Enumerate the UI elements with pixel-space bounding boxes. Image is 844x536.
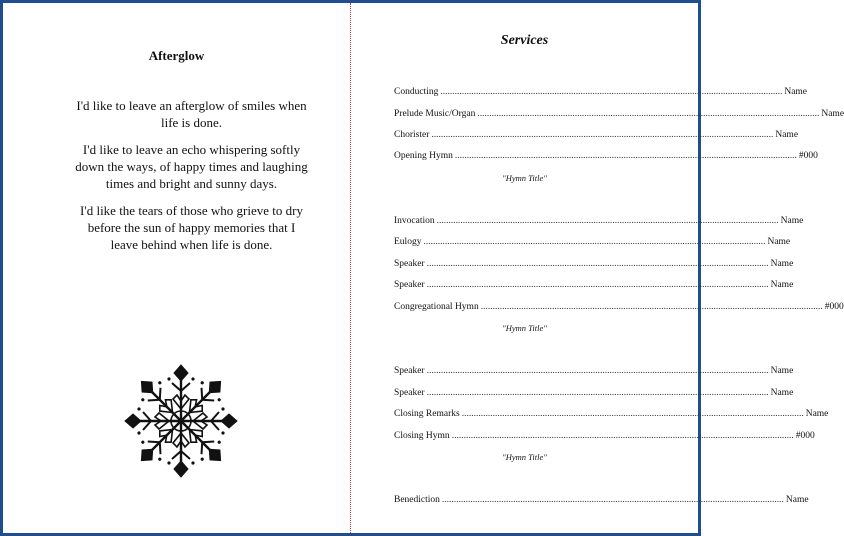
leader-dots: ................................................................................................................................................ bbox=[426, 280, 769, 290]
row-value: #000 bbox=[795, 431, 815, 441]
row-label: Speaker bbox=[394, 280, 425, 290]
row-value: Name bbox=[770, 280, 794, 290]
leader-dots: ................................................................................................................................................ bbox=[454, 151, 797, 161]
row-label: Opening Hymn bbox=[394, 151, 453, 161]
row-value: Name bbox=[770, 366, 794, 376]
leader-dots: ................................................................................................................................................ bbox=[440, 87, 783, 97]
row-value: Name bbox=[770, 388, 794, 398]
row-value: #000 bbox=[824, 302, 844, 312]
row-value: Name bbox=[767, 237, 791, 247]
poem-stanza: I'd like to leave an echo whispering softly down the ways, of happy times and laughing times and bright and sunny days. bbox=[75, 142, 308, 191]
program-row bbox=[394, 109, 844, 119]
right-page bbox=[351, 3, 844, 533]
leader-dots: ................................................................................................................................................ bbox=[480, 302, 823, 312]
row-value: Name bbox=[780, 216, 804, 226]
row-value: Name bbox=[805, 409, 829, 419]
row-label: Eulogy bbox=[394, 237, 422, 247]
row-value: Name bbox=[770, 259, 794, 269]
program-row bbox=[394, 216, 804, 226]
program-row bbox=[394, 130, 799, 140]
poem-stanza: I'd like to leave an afterglow of smiles when life is done. bbox=[76, 98, 307, 130]
poem-stanza: I'd like the tears of those who grieve to dry before the sun of happy memories that I leave behind when life is done. bbox=[80, 203, 303, 252]
row-label: Closing Hymn bbox=[394, 431, 450, 441]
leader-dots: ................................................................................................................................................ bbox=[426, 366, 769, 376]
row-label: Conducting bbox=[394, 87, 439, 97]
row-value: Name bbox=[821, 109, 844, 119]
poem-title: Afterglow bbox=[148, 48, 205, 63]
program-row bbox=[394, 302, 844, 312]
leader-dots: ................................................................................................................................................ bbox=[423, 237, 766, 247]
row-label: Speaker bbox=[394, 388, 425, 398]
program-row bbox=[394, 431, 815, 441]
row-label: Speaker bbox=[394, 259, 425, 269]
snowflake-icon bbox=[121, 361, 241, 481]
leader-dots: ................................................................................................................................................ bbox=[451, 431, 794, 441]
program-row bbox=[394, 280, 794, 290]
left-page bbox=[3, 3, 350, 533]
row-label: Invocation bbox=[394, 216, 435, 226]
hymn-title: "Hymn Title" bbox=[502, 323, 547, 333]
row-value: #000 bbox=[798, 151, 818, 161]
hymn-title: "Hymn Title" bbox=[502, 173, 547, 183]
leader-dots: ................................................................................................................................................ bbox=[436, 216, 779, 226]
leader-dots: ................................................................................................................................................ bbox=[431, 130, 774, 140]
program-row bbox=[394, 366, 794, 376]
hymn-title: "Hymn Title" bbox=[502, 452, 547, 462]
program-row bbox=[394, 259, 794, 269]
row-value: Name bbox=[784, 87, 808, 97]
program-row bbox=[394, 495, 809, 505]
leader-dots: ................................................................................................................................................ bbox=[426, 388, 769, 398]
row-value: Name bbox=[785, 495, 809, 505]
program-row bbox=[394, 237, 791, 247]
row-label: Closing Remarks bbox=[394, 409, 460, 419]
program-row bbox=[394, 151, 818, 161]
program-row bbox=[394, 87, 808, 97]
row-label: Benediction bbox=[394, 495, 440, 505]
row-label: Congregational Hymn bbox=[394, 302, 479, 312]
row-label: Speaker bbox=[394, 366, 425, 376]
leader-dots: ................................................................................................................................................ bbox=[426, 259, 769, 269]
leader-dots: ................................................................................................................................................ bbox=[477, 109, 820, 119]
leader-dots: ................................................................................................................................................ bbox=[461, 409, 804, 419]
program-row bbox=[394, 388, 794, 398]
row-label: Prelude Music/Organ bbox=[394, 109, 476, 119]
program-row bbox=[394, 409, 829, 419]
services-title: Services bbox=[500, 33, 549, 48]
poem-body bbox=[73, 97, 310, 263]
leader-dots: ................................................................................................................................................ bbox=[441, 495, 784, 505]
row-value: Name bbox=[775, 130, 799, 140]
row-label: Chorister bbox=[394, 130, 430, 140]
